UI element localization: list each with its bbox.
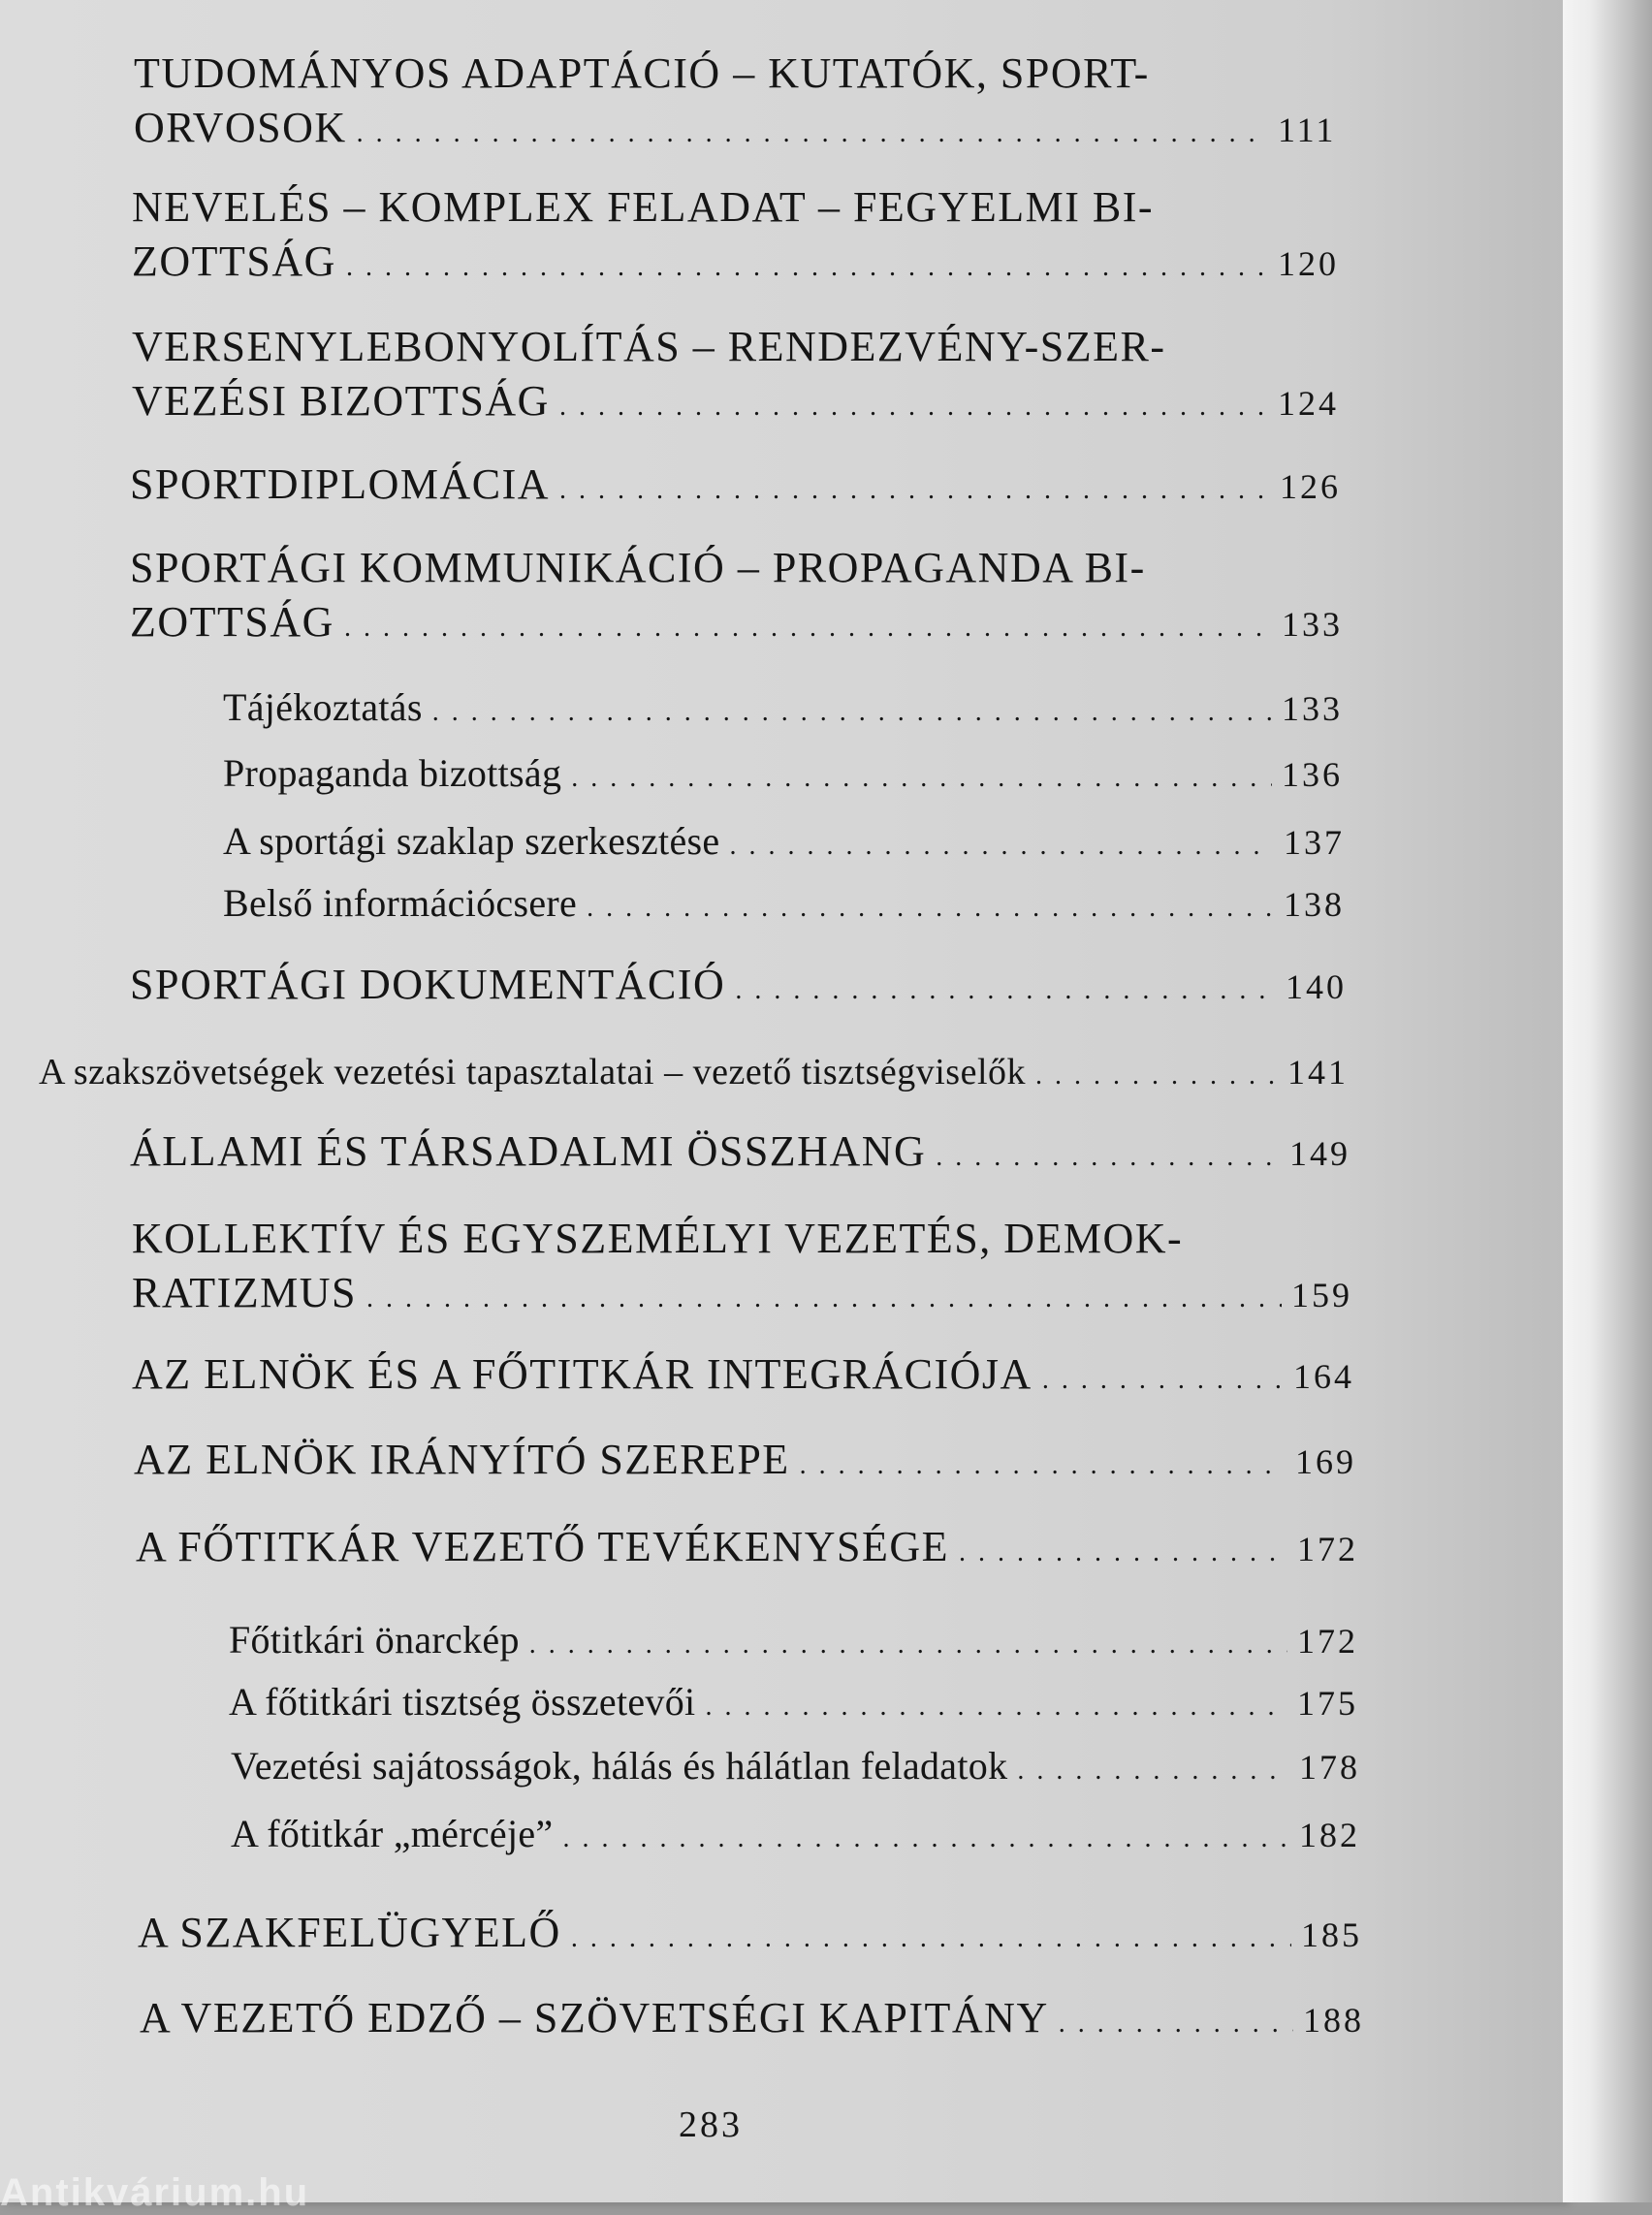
leader-dots bbox=[529, 1618, 1287, 1672]
toc-entry bbox=[130, 1124, 1357, 1185]
toc-entry-line1: NEVELÉS – KOMPLEX FELADAT – FEGYELMI BI- bbox=[132, 183, 1155, 231]
page-number: 283 bbox=[679, 2104, 743, 2145]
leader-dots bbox=[344, 601, 1272, 655]
toc-entry-title: Főtitkári önarckép bbox=[229, 1618, 520, 1661]
leader-dots bbox=[587, 881, 1274, 935]
toc-entry-title: AZ ELNÖK ÉS A FŐTITKÁR INTEGRÁCIÓJA bbox=[132, 1350, 1032, 1398]
toc-subentry bbox=[223, 746, 1350, 806]
toc-entry bbox=[132, 1347, 1361, 1408]
toc-page-number: 141 bbox=[1287, 1053, 1349, 1092]
toc-entry-title: Belső információcsere bbox=[223, 881, 578, 925]
toc-entry-title: A VEZETŐ EDZŐ – SZÖVETSÉGI KAPITÁNY bbox=[140, 1994, 1049, 2041]
toc-entry-line1: SPORTÁGI KOMMUNIKÁCIÓ – PROPAGANDA BI- bbox=[130, 544, 1146, 591]
toc-subentry bbox=[223, 814, 1351, 873]
toc-entry bbox=[130, 458, 1348, 518]
toc-entry-title: A SZAKFELÜGYELŐ bbox=[138, 1909, 561, 1956]
toc-page-number: 126 bbox=[1280, 467, 1341, 506]
leader-dots bbox=[562, 1812, 1289, 1866]
leader-dots bbox=[936, 1130, 1280, 1185]
leader-dots bbox=[800, 1439, 1286, 1493]
leader-dots bbox=[559, 463, 1270, 518]
toc-page-number: 164 bbox=[1293, 1357, 1354, 1396]
toc-entry-title: Tájékoztatás bbox=[223, 685, 423, 729]
leader-dots bbox=[1042, 1353, 1284, 1408]
leader-dots bbox=[1017, 1744, 1289, 1798]
toc-entry-line1: TUDOMÁNYOS ADAPTÁCIÓ – KUTATÓK, SPORT- bbox=[134, 49, 1150, 97]
leader-dots bbox=[705, 1680, 1287, 1734]
toc-entry-title: AZ ELNÖK IRÁNYÍTÓ SZEREPE bbox=[134, 1436, 790, 1483]
leader-dots bbox=[366, 1272, 1282, 1326]
toc-entry-title: VEZÉSI BIZOTTSÁG bbox=[132, 377, 550, 425]
watermark: Antikvárium.hu bbox=[0, 2171, 310, 2214]
toc-subentry bbox=[231, 1807, 1367, 1866]
toc-entry-title: A szakszövetségek vezetési tapasztalatai – vezető tisztségviselők bbox=[39, 1052, 1027, 1092]
toc-subentry bbox=[229, 1613, 1365, 1672]
toc-entry bbox=[134, 1433, 1363, 1493]
toc-entry-title: A főtitkár „mércéje” bbox=[231, 1812, 554, 1855]
toc-page-number: 182 bbox=[1299, 1816, 1360, 1854]
toc-page-number: 178 bbox=[1299, 1748, 1360, 1787]
toc-page-number: 172 bbox=[1297, 1530, 1358, 1568]
toc-page-number: 169 bbox=[1295, 1442, 1356, 1481]
toc-entry-title: RATIZMUS bbox=[132, 1269, 358, 1316]
toc-entry bbox=[132, 320, 1346, 434]
toc-subentry bbox=[229, 1675, 1365, 1734]
leader-dots bbox=[571, 751, 1272, 806]
book-edge bbox=[1563, 0, 1652, 2202]
toc-page-number: 133 bbox=[1282, 689, 1343, 728]
toc-entry-title: Propaganda bizottság bbox=[223, 751, 562, 795]
toc-page-number: 140 bbox=[1286, 967, 1347, 1006]
toc-page-number: 175 bbox=[1297, 1684, 1358, 1723]
toc-section-heading bbox=[39, 1045, 1355, 1103]
leader-dots bbox=[735, 964, 1276, 1018]
toc-page-number: 185 bbox=[1301, 1915, 1362, 1954]
leader-dots bbox=[1059, 1997, 1293, 2051]
toc-entry-line1: KOLLEKTÍV ÉS EGYSZEMÉLYI VEZETÉS, DEMOK- bbox=[132, 1215, 1184, 1262]
toc-page-number: 149 bbox=[1289, 1134, 1350, 1173]
toc-page-number: 124 bbox=[1278, 384, 1339, 423]
toc-page-number: 159 bbox=[1291, 1276, 1352, 1314]
toc-entry bbox=[136, 1520, 1365, 1580]
toc-subentry bbox=[223, 680, 1350, 740]
leader-dots bbox=[432, 685, 1272, 740]
toc-entry-title: ORVOSOK bbox=[134, 104, 347, 151]
toc-page-number: 188 bbox=[1303, 2001, 1364, 2040]
toc-subentry bbox=[231, 1739, 1367, 1798]
toc-page-number: 172 bbox=[1297, 1622, 1358, 1661]
toc-page-number: 138 bbox=[1284, 885, 1345, 924]
leader-dots bbox=[729, 819, 1274, 873]
toc-entry bbox=[140, 1991, 1371, 2051]
toc-page-number: 133 bbox=[1282, 605, 1343, 644]
toc-entry-title: A FŐTITKÁR VEZETŐ TEVÉKENYSÉGE bbox=[136, 1523, 949, 1570]
leader-dots bbox=[559, 380, 1268, 434]
toc-entry bbox=[132, 1212, 1359, 1326]
toc-entry-line1: VERSENYLEBONYOLÍTÁS – RENDEZVÉNY-SZER- bbox=[132, 323, 1166, 370]
leader-dots bbox=[346, 240, 1268, 295]
toc-entry bbox=[130, 958, 1353, 1018]
toc-entry bbox=[130, 541, 1350, 655]
toc-entry bbox=[132, 180, 1346, 295]
leader-dots bbox=[1035, 1049, 1278, 1103]
toc-page-number: 120 bbox=[1278, 244, 1339, 283]
toc-entry-title: ZOTTSÁG bbox=[130, 598, 334, 646]
toc-entry bbox=[134, 47, 1346, 161]
toc-entry-title: SPORTÁGI DOKUMENTÁCIÓ bbox=[130, 961, 726, 1008]
toc-page-number: 137 bbox=[1284, 823, 1345, 862]
toc-entry-title: SPORTDIPLOMÁCIA bbox=[130, 460, 551, 508]
toc-entry-title: A főtitkári tisztség összetevői bbox=[229, 1680, 696, 1724]
toc-page-number: 111 bbox=[1278, 111, 1337, 149]
leader-dots bbox=[571, 1912, 1291, 1966]
leader-dots bbox=[959, 1526, 1287, 1580]
toc-entry-title: A sportági szaklap szerkesztése bbox=[223, 819, 720, 863]
toc-subentry bbox=[223, 876, 1351, 935]
leader-dots bbox=[357, 107, 1268, 161]
toc-entry-title: ZOTTSÁG bbox=[132, 237, 336, 285]
toc-page-number: 136 bbox=[1282, 755, 1343, 794]
toc-entry-title: ÁLLAMI ÉS TÁRSADALMI ÖSSZHANG bbox=[130, 1127, 927, 1175]
toc-entry-title: Vezetési sajátosságok, hálás és hálátlan feladatok bbox=[231, 1744, 1008, 1788]
toc-entry bbox=[138, 1906, 1369, 1966]
